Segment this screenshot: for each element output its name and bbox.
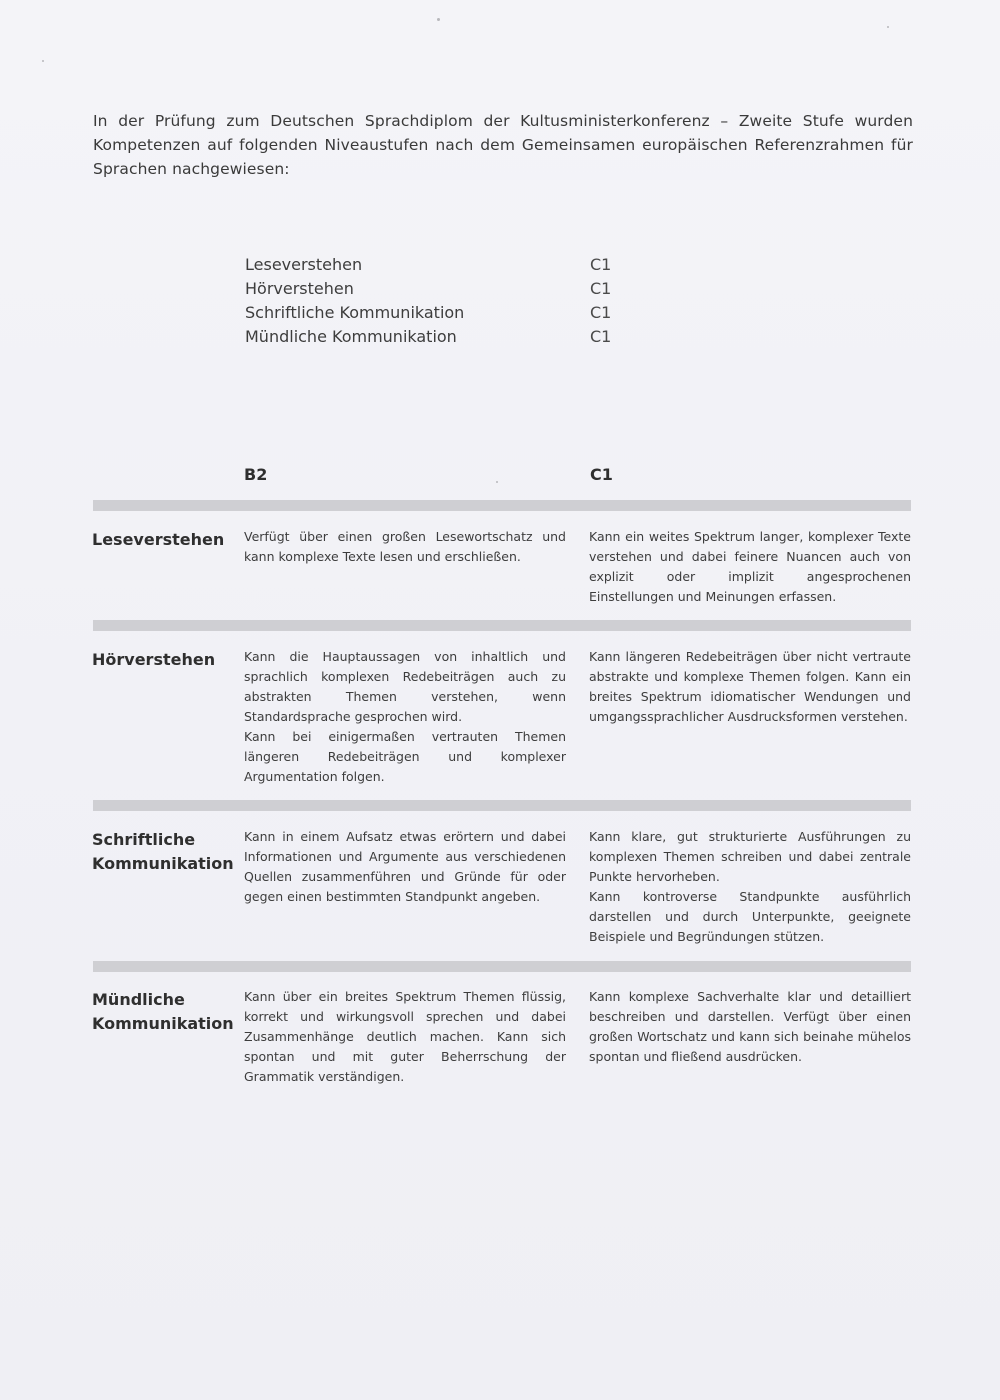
- row-separator: [93, 500, 911, 511]
- row-label-muendliche-kommunikation: Mündliche Kommunikation: [92, 990, 234, 1033]
- summary-skill: Schriftliche Kommunikation: [245, 302, 465, 322]
- summary-skill: Mündliche Kommunikation: [245, 326, 457, 346]
- summary-skill: Leseverstehen: [245, 254, 363, 274]
- summary-row: [245, 324, 665, 348]
- scan-speck: [887, 26, 889, 28]
- row-separator: [93, 620, 911, 631]
- cell-b2-muendliche-kommunikation: Kann über ein breites Spektrum Themen flüssig, korrekt und wirkungsvoll sprechen und dabei Zusammenhänge deutlich machen. Kann sich spontan und mit guter Beherrschung der Grammatik verständigen.: [244, 989, 566, 1084]
- summary-level: C1: [590, 302, 612, 322]
- summary-level: C1: [590, 254, 612, 274]
- summary-row: [245, 252, 665, 276]
- row-label-leseverstehen: Leseverstehen: [92, 530, 225, 549]
- summary-level: C1: [590, 278, 612, 298]
- summary-level: C1: [590, 326, 612, 346]
- summary-skill: Hörverstehen: [245, 278, 354, 298]
- row-separator: [93, 961, 911, 972]
- level-summary: [245, 252, 665, 348]
- row-label-hoerverstehen: Hörverstehen: [92, 650, 216, 669]
- summary-row: [245, 300, 665, 324]
- scan-speck: [496, 481, 498, 483]
- cell-c1-schriftliche-kommunikation: Kann klare, gut strukturierte Ausführungen zu komplexen Themen schreiben und dabei zentrale Punkte hervorheben. Kann kontroverse Standpunkte ausführlich darstellen und durch Unterpunkte, geeignete Beispiele und Begründungen stützen.: [589, 829, 911, 944]
- cell-b2-hoerverstehen: Kann die Hauptaussagen von inhaltlich und sprachlich komplexen Redebeiträgen auch zu abstrakten Themen verstehen, wenn Standardsprache gesprochen wird. Kann bei einigermaßen vertrauten Themen längeren Redebeiträgen und komplexer Argumentation folgen.: [244, 649, 566, 784]
- cell-b2-leseverstehen: Verfügt über einen großen Lesewortschatz und kann komplexe Texte lesen und erschließen.: [244, 529, 566, 564]
- table-column-headers: [0, 465, 1000, 489]
- row-separator: [93, 800, 911, 811]
- cell-c1-muendliche-kommunikation: Kann komplexe Sachverhalte klar und detailliert beschreiben und darstellen. Verfügt über einen großen Wortschatz und kann sich beinahe mühelos spontan und fließend ausdrücken.: [589, 989, 911, 1064]
- cell-b2-schriftliche-kommunikation: Kann in einem Aufsatz etwas erörtern und dabei Informationen und Argumente aus verschiedenen Quellen zusammenführen und Gründe für oder gegen einen bestimmten Standpunkt angeben.: [244, 829, 566, 904]
- cell-c1-hoerverstehen: Kann längeren Redebeiträgen über nicht vertraute abstrakte und komplexe Themen folgen. Kann ein breites Spektrum idiomatischer Wendungen und umgangssprachlicher Ausdrucksformen verstehen.: [589, 649, 911, 724]
- cell-c1-leseverstehen: Kann ein weites Spektrum langer, komplexer Texte verstehen und dabei feinere Nuancen auch von explizit oder implizit angesprochenen Einstellungen und Meinungen erfassen.: [589, 529, 911, 604]
- column-header-c1: C1: [590, 465, 613, 484]
- column-header-b2: B2: [244, 465, 268, 484]
- scan-speck: [437, 18, 440, 21]
- scan-speck: [42, 60, 44, 62]
- intro-paragraph: In der Prüfung zum Deutschen Sprachdiplom der Kultusministerkonferenz – Zweite Stufe wurden Kompetenzen auf folgenden Niveaustufen nach dem Gemeinsamen europäischen Referenzrahmen für Sprachen nachgewiesen:: [93, 112, 913, 178]
- row-label-schriftliche-kommunikation: Schriftliche Kommunikation: [92, 830, 234, 873]
- summary-row: [245, 276, 665, 300]
